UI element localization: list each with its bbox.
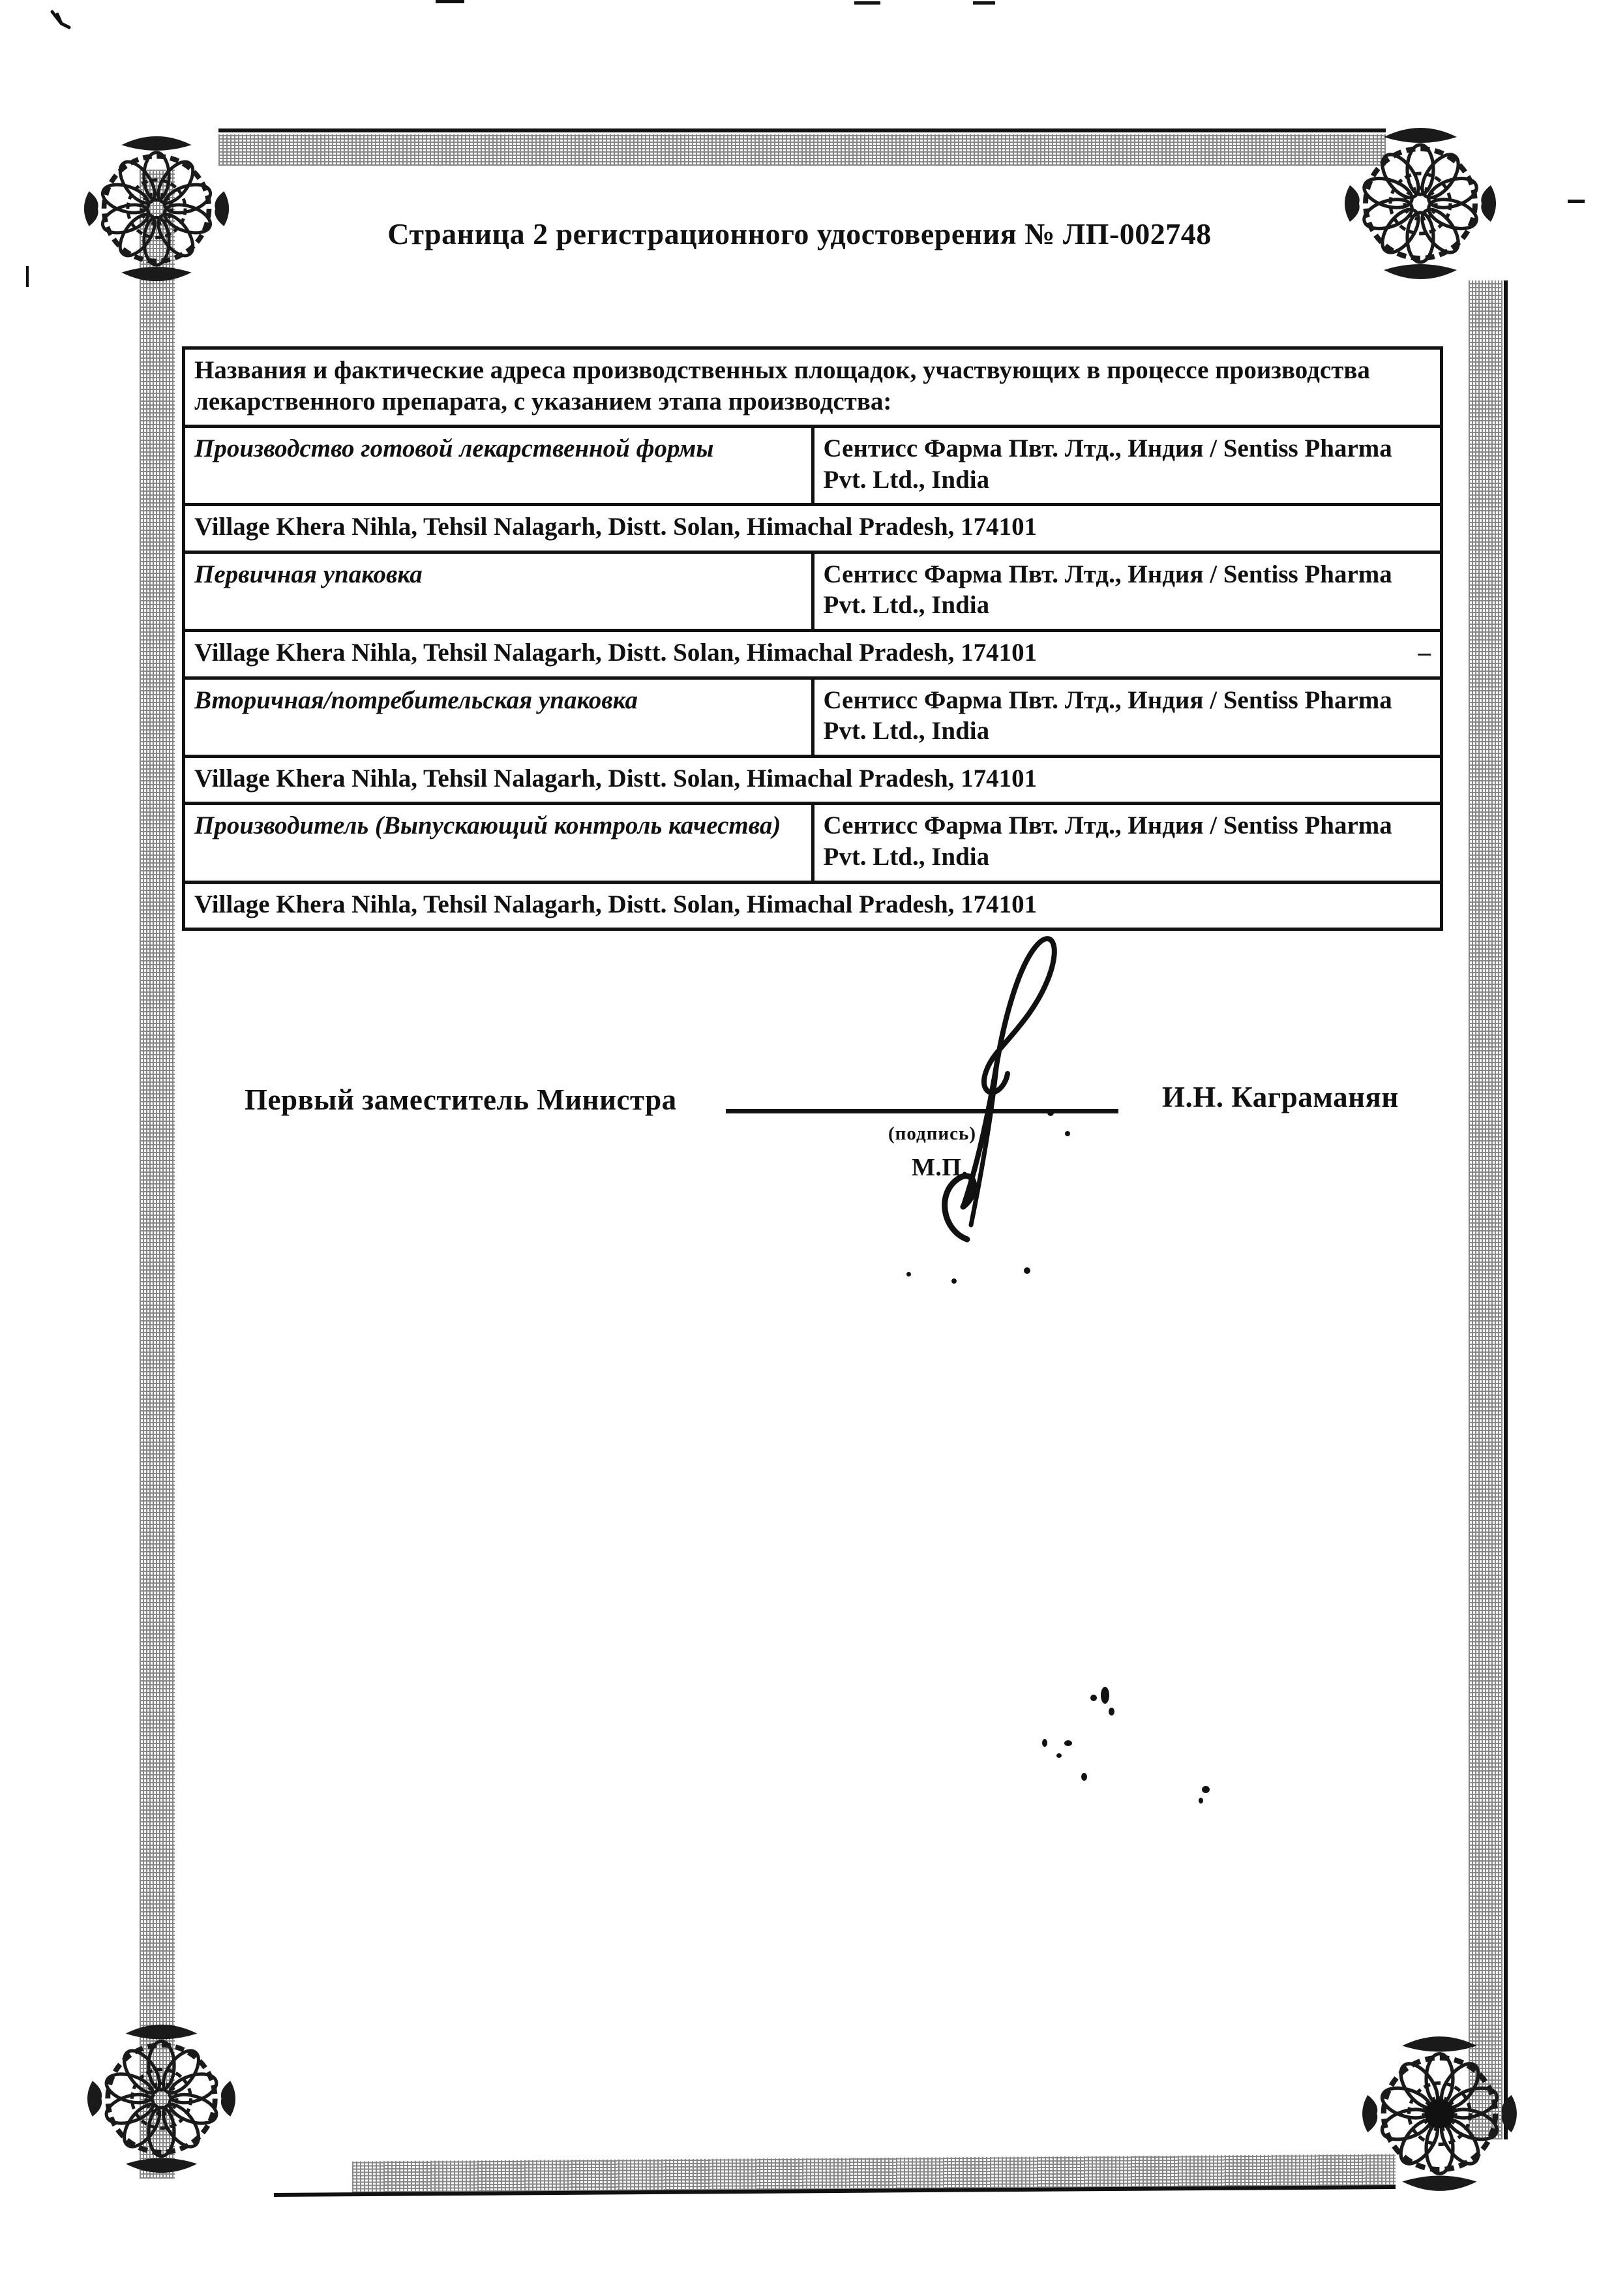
stage-cell: Вторичная/потребительская упаковка: [184, 678, 813, 756]
table-header: Названия и фактические адреса производственных площадок, участвующих в процессе производства лекарственного препарата, с указанием этапа производства:: [184, 348, 1442, 427]
address-cell: Village Khera Nihla, Tehsil Nalagarh, Distt. Solan, Himachal Pradesh, 174101: [194, 764, 1038, 793]
table-row: [184, 631, 1442, 678]
ink-speckle: [1109, 1708, 1114, 1715]
manufacturer-cell: Сентисс Фарма Пвт. Лтд., Индия / Sentiss Pharma Pvt. Ltd., India: [813, 552, 1442, 630]
table-row: [184, 427, 1442, 505]
ink-speckle: [1199, 1798, 1203, 1804]
ink-speckle: [1202, 1786, 1210, 1793]
ink-speckle: [973, 1, 995, 5]
seal-mark: М.П.: [912, 1154, 968, 1181]
stage-cell: Производство готовой лекарственной формы: [184, 427, 813, 505]
ink-speckle: [436, 0, 464, 3]
corner-mark: [47, 8, 80, 40]
manufacturer-cell: Сентисс Фарма Пвт. Лтд., Индия / Sentiss Pharma Pvt. Ltd., India: [813, 427, 1442, 505]
border-left-band: [140, 170, 175, 2179]
stage-cell: Первичная упаковка: [184, 552, 813, 630]
border-right-band: [1469, 280, 1502, 2139]
table-row: [184, 552, 1442, 630]
rosette-bottom-left-icon: [85, 2022, 238, 2175]
address-cell: Village Khera Nihla, Tehsil Nalagarh, Distt. Solan, Himachal Pradesh, 174101: [194, 639, 1038, 667]
ink-speckle: [1056, 1753, 1062, 1758]
ink-speckle: [1090, 1695, 1097, 1701]
ink-speckle: [1081, 1773, 1087, 1781]
ink-speckle: [26, 266, 29, 287]
border-top-band: [218, 134, 1386, 166]
signature-caption: (подпись): [888, 1123, 976, 1144]
ink-speckle: [1101, 1687, 1109, 1704]
table-row: [184, 882, 1442, 929]
rosette-bottom-right-icon: [1360, 2034, 1519, 2194]
manufacturer-cell: Сентисс Фарма Пвт. Лтд., Индия / Sentiss Pharma Pvt. Ltd., India: [813, 804, 1442, 882]
ink-speckle: [1064, 1740, 1072, 1746]
border-top-line: [218, 128, 1386, 132]
signatory-name: И.Н. Каграманян: [1162, 1081, 1399, 1113]
signatory-title: Первый заместитель Министра: [245, 1083, 677, 1116]
address-cell: Village Khera Nihla, Tehsil Nalagarh, Distt. Solan, Himachal Pradesh, 174101: [194, 890, 1038, 918]
table-row: [184, 756, 1442, 804]
manufacturer-cell: Сентисс Фарма Пвт. Лтд., Индия / Sentiss Pharma Pvt. Ltd., India: [813, 678, 1442, 756]
manufacturing-sites-table: [182, 346, 1443, 931]
table-row: [184, 678, 1442, 756]
table-row: [184, 804, 1442, 882]
ink-speckle: [906, 1272, 911, 1276]
handwritten-signature: [916, 918, 1105, 1297]
ink-speckle: [1042, 1739, 1047, 1747]
table-row: [184, 505, 1442, 552]
stage-cell: Производитель (Выпускающий контроль качества): [184, 804, 813, 882]
table-header-row: [184, 348, 1442, 427]
rosette-top-left-icon: [82, 134, 232, 284]
rosette-top-right-icon: [1342, 125, 1499, 282]
address-cell: Village Khera Nihla, Tehsil Nalagarh, Distt. Solan, Himachal Pradesh, 174101: [194, 513, 1038, 541]
address-note: –: [1418, 639, 1431, 667]
page-title: Страница 2 регистрационного удостоверения № ЛП-002748: [387, 217, 1212, 250]
ink-speckle: [854, 1, 880, 5]
border-right-line: [1504, 280, 1508, 2139]
ink-speckle: [1568, 200, 1585, 203]
